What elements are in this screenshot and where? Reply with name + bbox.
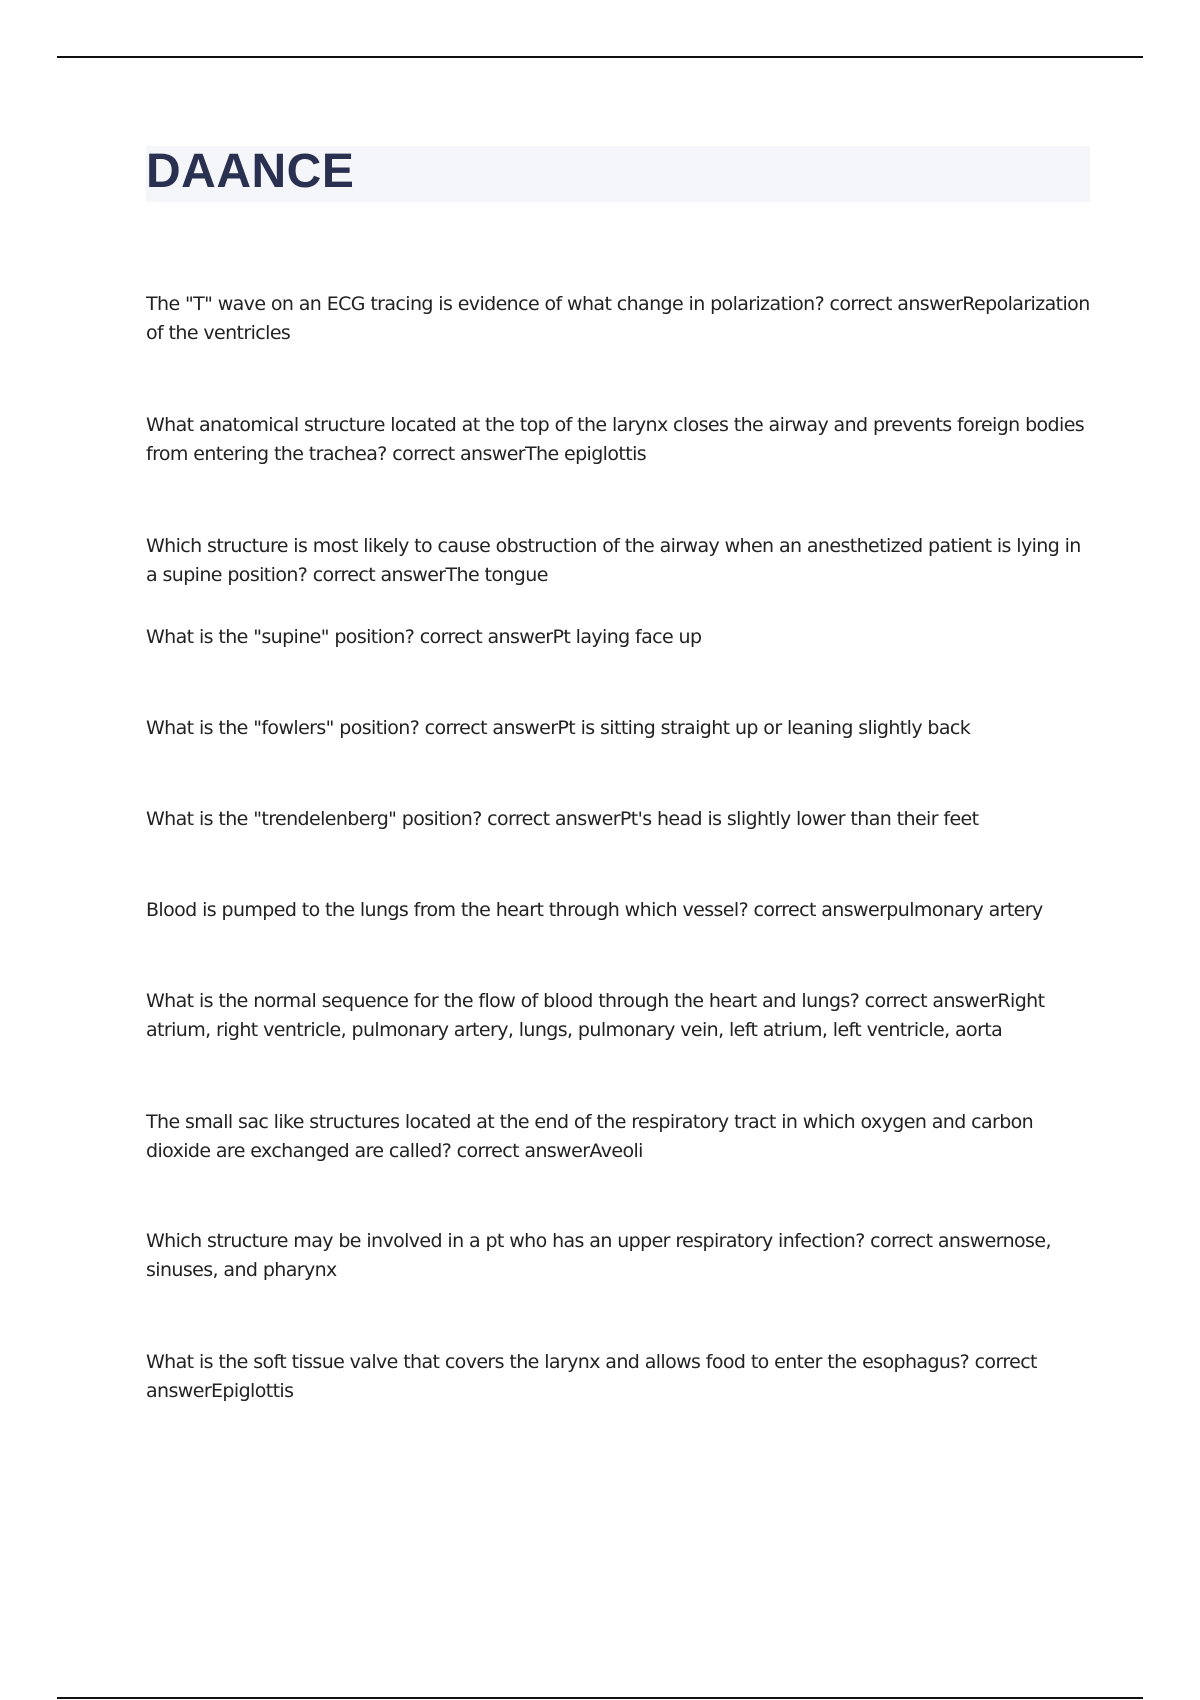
qa-item-6: What is the "trendelenberg" position? correct answerPt's head is slightly lower than their feet xyxy=(146,808,979,830)
top-rule xyxy=(57,56,1143,58)
page-title: DAANCE xyxy=(146,145,355,198)
qa-item-2: What anatomical structure located at the top of the larynx closes the airway and prevents foreign bodies from entering the trachea? correct answerThe epiglottis xyxy=(146,414,1085,465)
qa-item-3: Which structure is most likely to cause obstruction of the airway when an anesthetized patient is lying in a supine position? correct answerThe tongue xyxy=(146,535,1081,586)
bottom-rule xyxy=(57,1697,1143,1699)
qa-list xyxy=(146,290,1090,1408)
qa-item-7: Blood is pumped to the lungs from the heart through which vessel? correct answerpulmonary artery xyxy=(146,899,1043,921)
qa-item-5: What is the "fowlers" position? correct answerPt is sitting straight up or leaning slightly back xyxy=(146,717,971,739)
qa-item-4: What is the "supine" position? correct answerPt laying face up xyxy=(146,626,702,648)
qa-item-8: What is the normal sequence for the flow of blood through the heart and lungs? correct answerRight atrium, right ventricle, pulmonary artery, lungs, pulmonary vein, left atrium, left ventricle, aorta xyxy=(146,990,1045,1041)
qa-item-9: The small sac like structures located at the end of the respiratory tract in which oxygen and carbon dioxide are exchanged are called? correct answerAveoli xyxy=(146,1111,1034,1162)
qa-item-1: The "T" wave on an ECG tracing is evidence of what change in polarization? correct answerRepolarization of the ventricles xyxy=(146,293,1090,344)
qa-item-10: Which structure may be involved in a pt who has an upper respiratory infection? correct answernose, sinuses, and pharynx xyxy=(146,1230,1051,1281)
qa-item-11: What is the soft tissue valve that covers the larynx and allows food to enter the esophagus? correct answerEpiglottis xyxy=(146,1351,1037,1402)
